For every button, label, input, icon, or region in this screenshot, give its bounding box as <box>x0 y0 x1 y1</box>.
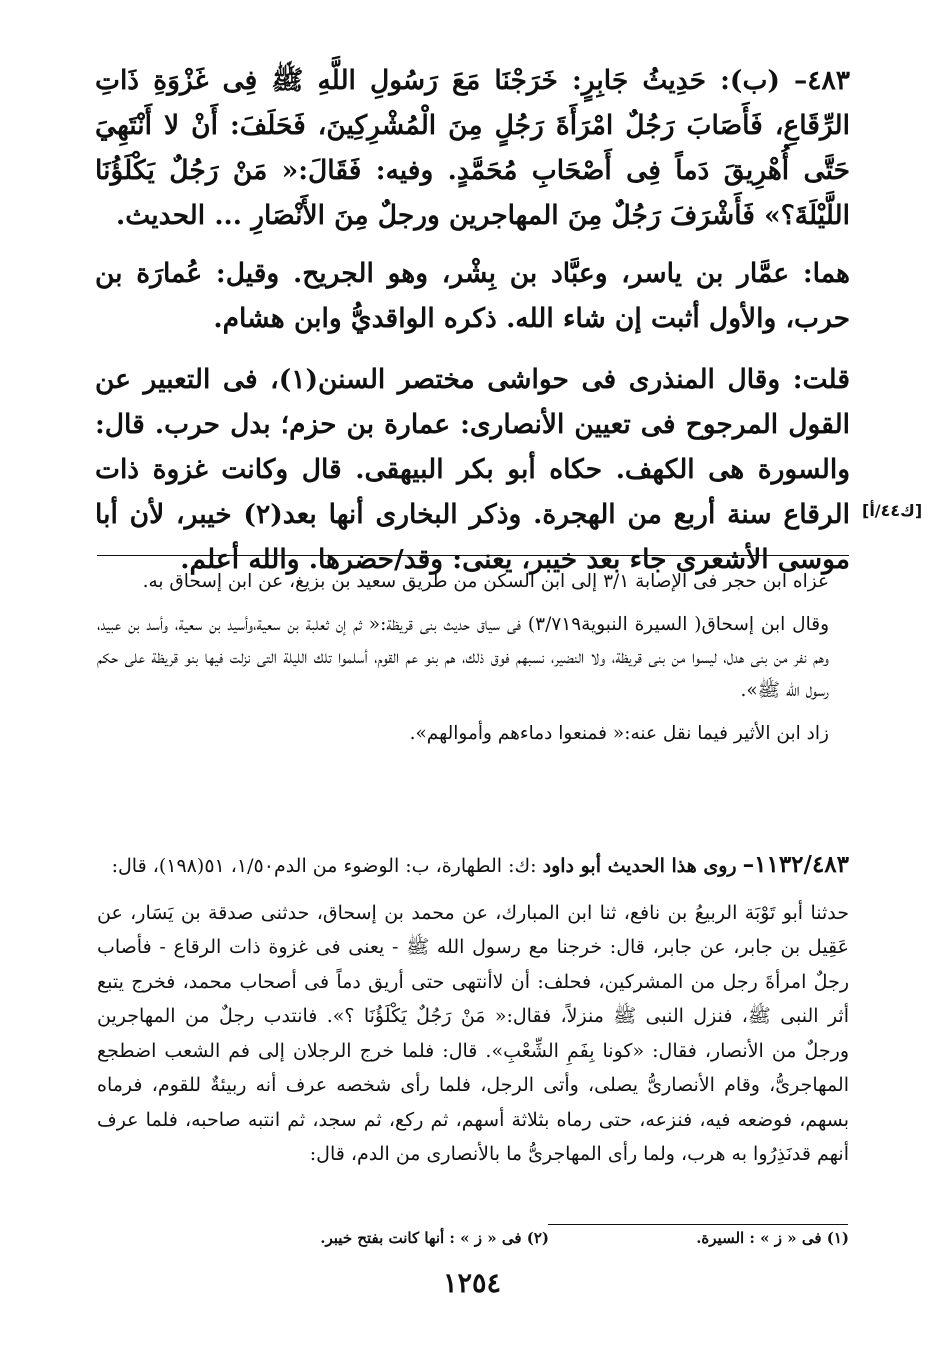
note-3: زاد ابن الأثير فيما نقل عنه:« فمنعوا دماءهم وأموالهم». <box>409 723 829 744</box>
takhrij-source: :ك: الطهارة، ب: الوضوء من الدم١/٥٠، ٥١(١٩٨)، قال: <box>111 855 537 877</box>
footnote-1: (١) فى « ز » : السيرة. <box>696 1229 849 1247</box>
takhrij-body: حدثنا أبو تَوْبَة الربيعُ بن نافع، ثنا ابن المبارك، عن محمد بن إسحاق، حدثنى صدقة بن يَسَار، عن عَقِيل بن جابر، عن جابر، قال: خرجنا مع رسول الله ﷺ - يعنى فى غزوة ذات الرقاع - فأصاب رجلٌ امرأةَ رجل من المشركين، فحلف: أن لاأنتهى حتى أريق دماً فى أصحاب محمد، فخرج يتبع أثر النبى ﷺ، فنزل النبى ﷺ منزلاً، فقال:« مَنْ رَجُلٌ يَكْلَؤُنَا ؟». فانتدب رجلٌ من المهاجرين ورجلٌ من الأنصار، فقال: «كونا بِفَمِ الشِّعْبِ». قال: فلما خرج الرجلان إلى فم الشعب اضطجع المهاجرىُّ، وقام الأنصارىُّ يصلى، وأتى الرجل، فلما رأى شخصه عرف أنه ربيئةٌ للقوم، فرماه بسهم، فوضعه فيه، فنزعه، حتى رماه بثلاثة أسهم، ثم ركع، ثم سجد، ثم انتبه صاحبه، فلما عرف أنهم قدنَذِرُوا به هرب، ولما رأى المهاجرىُّ ما بالأنصارى من الدم، قال: <box>97 901 849 1165</box>
note-1: عزاه ابن حجر فى الإصابة ٣/١ إلى ابن السكن من طريق سعيد بن بزيغ، عن ابن إسحاق به. <box>142 571 829 592</box>
footnote-divider <box>97 555 849 556</box>
takhrij-section <box>97 848 849 1184</box>
takhrij-label: روى هذا الحديث أبو داود <box>542 855 737 877</box>
footnote-2: (٢) فى « ز » : أنها كانت بفتح خيبر. <box>320 1229 549 1247</box>
commentary-paragraph: هما: عمَّار بن ياسر، وعبَّاد بن بِشْر، وهو الجريح. وقيل: عُمارَة بن حرب، والأول أثبت إن شاء الله. ذكره الواقديُّ وابن هشام. <box>95 258 850 334</box>
takhrij-heading <box>97 848 849 884</box>
main-text <box>95 58 850 582</box>
upper-notes <box>97 565 849 760</box>
manuscript-folio-ref: [ك٤٤/أ] <box>862 501 923 520</box>
note-2: وقال ابن إسحاق( السيرة النبوية٣/٧١٩) فى سياق حديث بنى قريظة:« ثم إن ثعلبة بن سعية،وأسيد بن سعية، وأسد بن عبيد، وهم نفر من بنى هدل، ليسوا من بنى قريظة، ولا النضير، نسبهم فوق ذلك، هم بنو عم القوم، أسلموا تلك الليلة التى نزلت فيها بنو قريظة على حكم رسول الله ﷺ». <box>97 614 830 701</box>
hadith-paragraph: ٤٨٣– (ب): حَدِيثُ جَابِرٍ: خَرَجْنَا مَعَ رَسُولِ اللَّهِ ﷺ فِى غَزْوَةِ ذَاتِ الرِّقَاعِ، فَأَصَابَ رَجُلٌ امْرَأَةَ رَجُلٍ مِنَ الْمُشْرِكِينَ، فَحَلَفَ: أَنْ لا أَنْتَهِيَ حَتَّى أُهْرِيقَ دَماً فِى أَصْحَابِ مُحَمَّدٍ. وفيه: فَقَالَ:« مَنْ رَجُلٌ يَكْلَؤُنَا اللَّيْلَةَ؟» فَأَشْرَفَ رَجُلٌ مِنَ المهاجرين ورجلٌ مِنَ الأَنْصَارِ ... الحديث. <box>95 65 850 231</box>
takhrij-number: ١١٣٢/٤٨٣– <box>742 851 849 878</box>
page-number: ١٢٥٤ <box>442 1268 501 1299</box>
note-paragraph: قلت: وقال المنذرى فى حواشى مختصر السنن(١)، فى التعبير عن القول المرجوح فى تعيين الأنصارى: عمارة بن حزم؛ بدل حرب. قال: والسورة هى الكهف. حكاه أبو بكر البيهقى. قال وكانت غزوة ذات الرقاع سنة أربع من الهجرة. وذكر البخارى أنها بعد(٢) خيبر، لأن أبا موسى الأشعرى جاء بعد خيبر، يعنى: وقد/حضرها. والله أعلم. <box>95 364 850 575</box>
bottom-footnote-divider <box>548 1224 848 1225</box>
